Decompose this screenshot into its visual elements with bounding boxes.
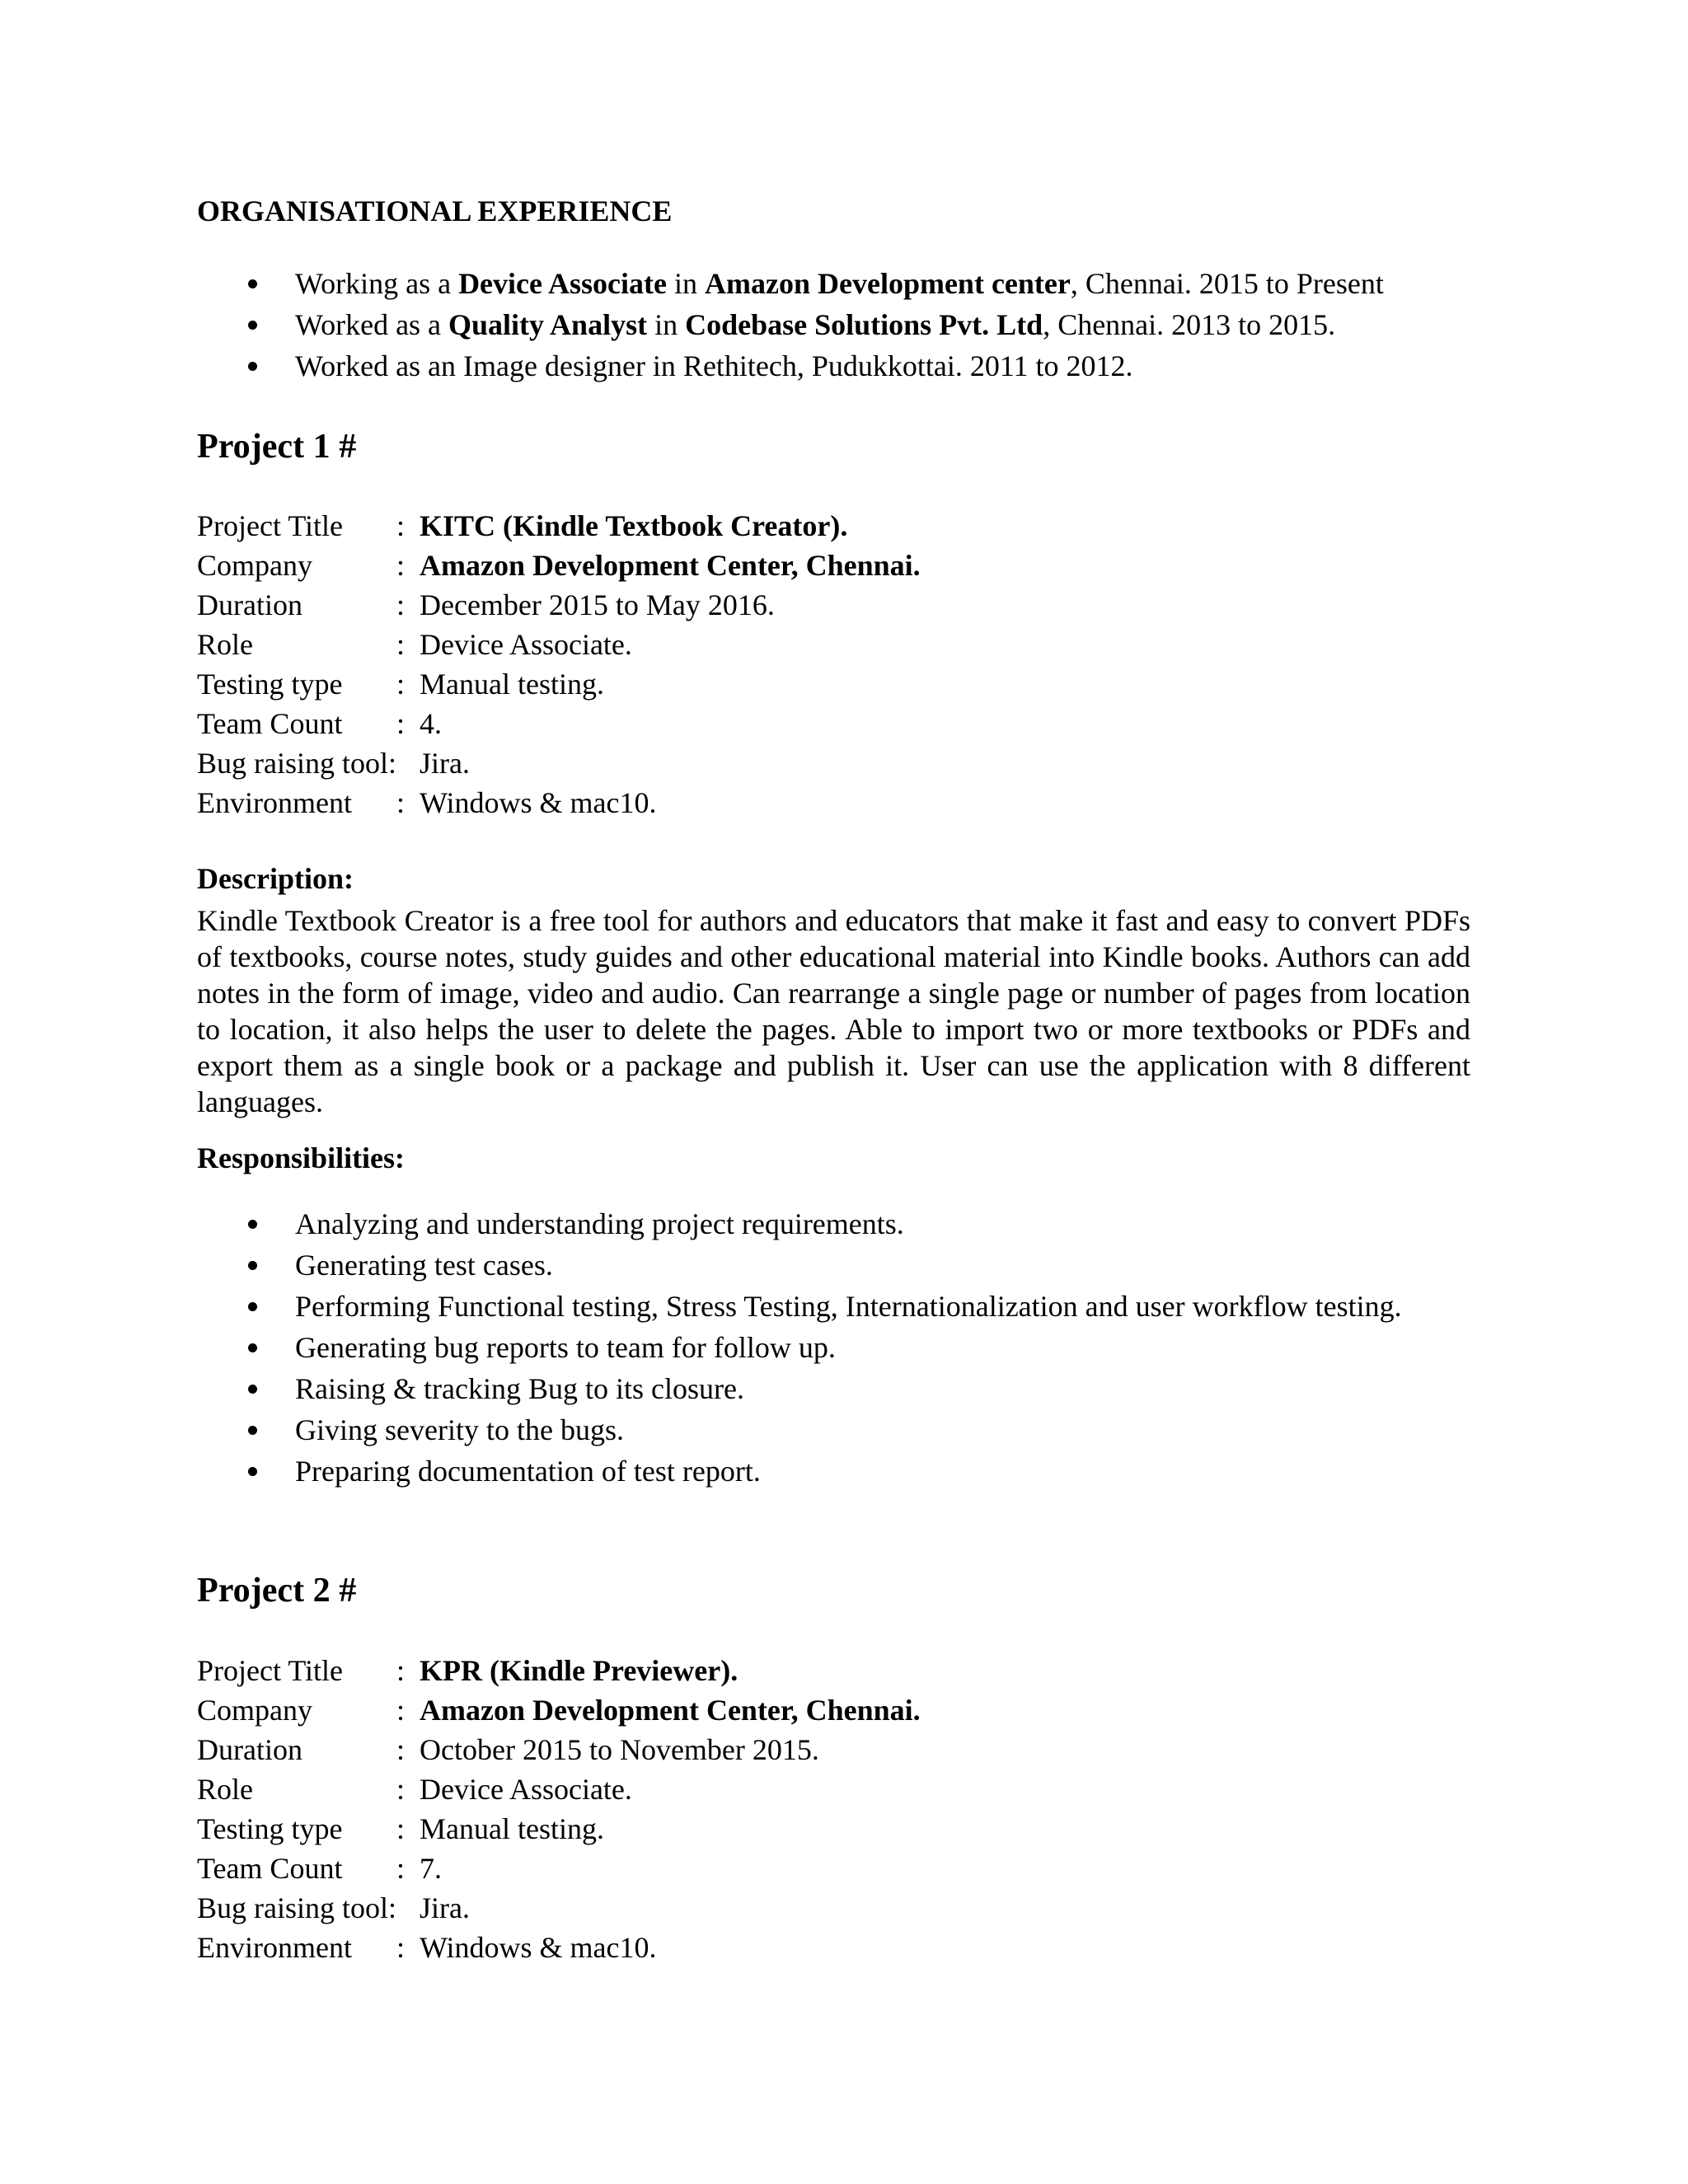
employer-name: Amazon Development center (705, 266, 1071, 300)
responsibility-item (197, 1244, 1475, 1286)
detail-row (197, 546, 921, 585)
responsibility-item (197, 1368, 1475, 1409)
detail-label: Environment (197, 1930, 352, 1964)
detail-separator (396, 1888, 420, 1928)
detail-separator: : (396, 509, 406, 543)
detail-label: Project Title (197, 509, 344, 543)
detail-value: Device Associate. (420, 1772, 632, 1806)
responsibility-text: Performing Functional testing, Stress Testing, Internationalization and user workflow testing. (295, 1289, 1402, 1323)
detail-label: Bug raising tool: (197, 1891, 396, 1924)
detail-value: Amazon Development Center, Chennai. (420, 549, 921, 583)
detail-label: Role (197, 628, 253, 662)
bullet-icon (248, 1220, 257, 1229)
responsibility-text: Generating bug reports to team for follow up. (295, 1330, 836, 1364)
responsibility-text: Giving severity to the bugs. (295, 1413, 624, 1446)
detail-value: 7. (420, 1851, 442, 1885)
responsibility-item (197, 1451, 1475, 1492)
bullet-icon (248, 1385, 257, 1394)
detail-row (197, 1690, 921, 1730)
detail-value: Device Associate. (420, 628, 632, 662)
bullet-icon (248, 1302, 257, 1311)
experience-list (197, 263, 1475, 387)
detail-row (197, 1651, 921, 1690)
detail-value: Windows & mac10. (420, 1930, 657, 1964)
detail-value: Amazon Development Center, Chennai. (420, 1693, 921, 1727)
description-heading: Description: (197, 862, 354, 896)
responsibility-item (197, 1409, 1475, 1451)
detail-row (197, 1928, 921, 1967)
responsibility-item (197, 1327, 1475, 1368)
experience-heading: ORGANISATIONAL EXPERIENCE (197, 194, 673, 227)
detail-separator (396, 743, 420, 783)
detail-label: Bug raising tool: (197, 747, 396, 780)
detail-value: Windows & mac10. (420, 786, 657, 820)
detail-row (197, 1730, 921, 1769)
detail-value: KPR (Kindle Previewer). (420, 1653, 738, 1687)
detail-label: Duration (197, 1732, 302, 1766)
bullet-icon (248, 1261, 257, 1270)
detail-label: Duration (197, 588, 302, 622)
detail-value: Manual testing. (420, 668, 604, 701)
detail-separator: : (396, 1732, 406, 1766)
project-description: Kindle Textbook Creator is a free tool for authors and educators that make it fast and easy to convert PDFs of textbooks, course notes, study guides and other educational material into Kindle books. Authors can add notes in the form of image, video and audio. Can rearrange a single page or number of pages from location to location, it also helps the user to delete the pages. Able to import two or more textbooks or PDFs and export them as a single book or a package and publish it. User can use the application with 8 different languages. (197, 904, 1470, 1119)
detail-row (197, 743, 921, 783)
job-role: Device Associate (458, 266, 667, 300)
detail-row (197, 783, 921, 823)
detail-row (197, 625, 921, 664)
responsibility-text: Raising & tracking Bug to its closure. (295, 1371, 744, 1405)
bullet-icon (248, 321, 257, 330)
bullet-icon (248, 1343, 257, 1352)
experience-item: Working as a Device Associate in Amazon Development center, Chennai. 2015 to Present (197, 263, 1475, 304)
detail-value: 4. (420, 707, 442, 741)
detail-value: Jira. (420, 1891, 470, 1924)
detail-row (197, 704, 921, 743)
detail-value: December 2015 to May 2016. (420, 588, 775, 622)
project-1-details (197, 506, 921, 823)
detail-row (197, 1769, 921, 1809)
detail-label: Project Title (197, 1653, 344, 1687)
detail-separator: : (396, 628, 406, 662)
detail-label: Environment (197, 786, 352, 820)
detail-separator: : (396, 1772, 406, 1806)
detail-label: Company (197, 1693, 312, 1727)
detail-row (197, 506, 921, 546)
detail-value: Manual testing. (420, 1811, 604, 1845)
bullet-icon (248, 1467, 257, 1476)
responsibility-text: Generating test cases. (295, 1248, 553, 1282)
detail-row (197, 1888, 921, 1928)
detail-label: Testing type (197, 1811, 343, 1845)
responsibility-item (197, 1286, 1475, 1327)
detail-row (197, 1809, 921, 1849)
detail-separator: : (396, 1811, 406, 1845)
responsibility-item (197, 1203, 1475, 1244)
employer-name: Codebase Solutions Pvt. Ltd (685, 307, 1043, 341)
detail-label: Team Count (197, 1851, 343, 1885)
project-2-details (197, 1651, 921, 1967)
detail-separator: : (396, 1653, 406, 1687)
bullet-icon (248, 362, 257, 371)
responsibility-text: Preparing documentation of test report. (295, 1454, 761, 1488)
detail-row (197, 585, 921, 625)
bullet-icon (248, 279, 257, 288)
detail-label: Role (197, 1772, 253, 1806)
responsibilities-list (197, 1203, 1475, 1492)
project-1-heading: Project 1 # (197, 426, 357, 466)
detail-value: KITC (Kindle Textbook Creator). (420, 509, 848, 543)
project-2-heading: Project 2 # (197, 1570, 357, 1610)
detail-separator: : (396, 588, 406, 622)
experience-item: Worked as a Quality Analyst in Codebase Solutions Pvt. Ltd, Chennai. 2013 to 2015. (197, 304, 1475, 345)
bullet-icon (248, 1426, 257, 1435)
detail-separator: : (396, 668, 406, 701)
detail-label: Testing type (197, 668, 343, 701)
detail-label: Company (197, 549, 312, 583)
detail-separator: : (396, 1930, 406, 1964)
detail-separator: : (396, 549, 406, 583)
detail-row (197, 664, 921, 704)
detail-separator: : (396, 1851, 406, 1885)
resume-page (197, 191, 1475, 1967)
detail-separator: : (396, 786, 406, 820)
responsibility-text: Analyzing and understanding project requirements. (295, 1207, 904, 1240)
job-role: Quality Analyst (448, 307, 648, 341)
detail-value: Jira. (420, 747, 470, 780)
experience-item: Worked as an Image designer in Rethitech, Pudukkottai. 2011 to 2012. (197, 345, 1475, 387)
detail-separator: : (396, 707, 406, 741)
detail-value: October 2015 to November 2015. (420, 1732, 819, 1766)
detail-row (197, 1849, 921, 1888)
responsibilities-heading: Responsibilities: (197, 1141, 406, 1175)
detail-separator: : (396, 1693, 406, 1727)
detail-label: Team Count (197, 707, 343, 741)
